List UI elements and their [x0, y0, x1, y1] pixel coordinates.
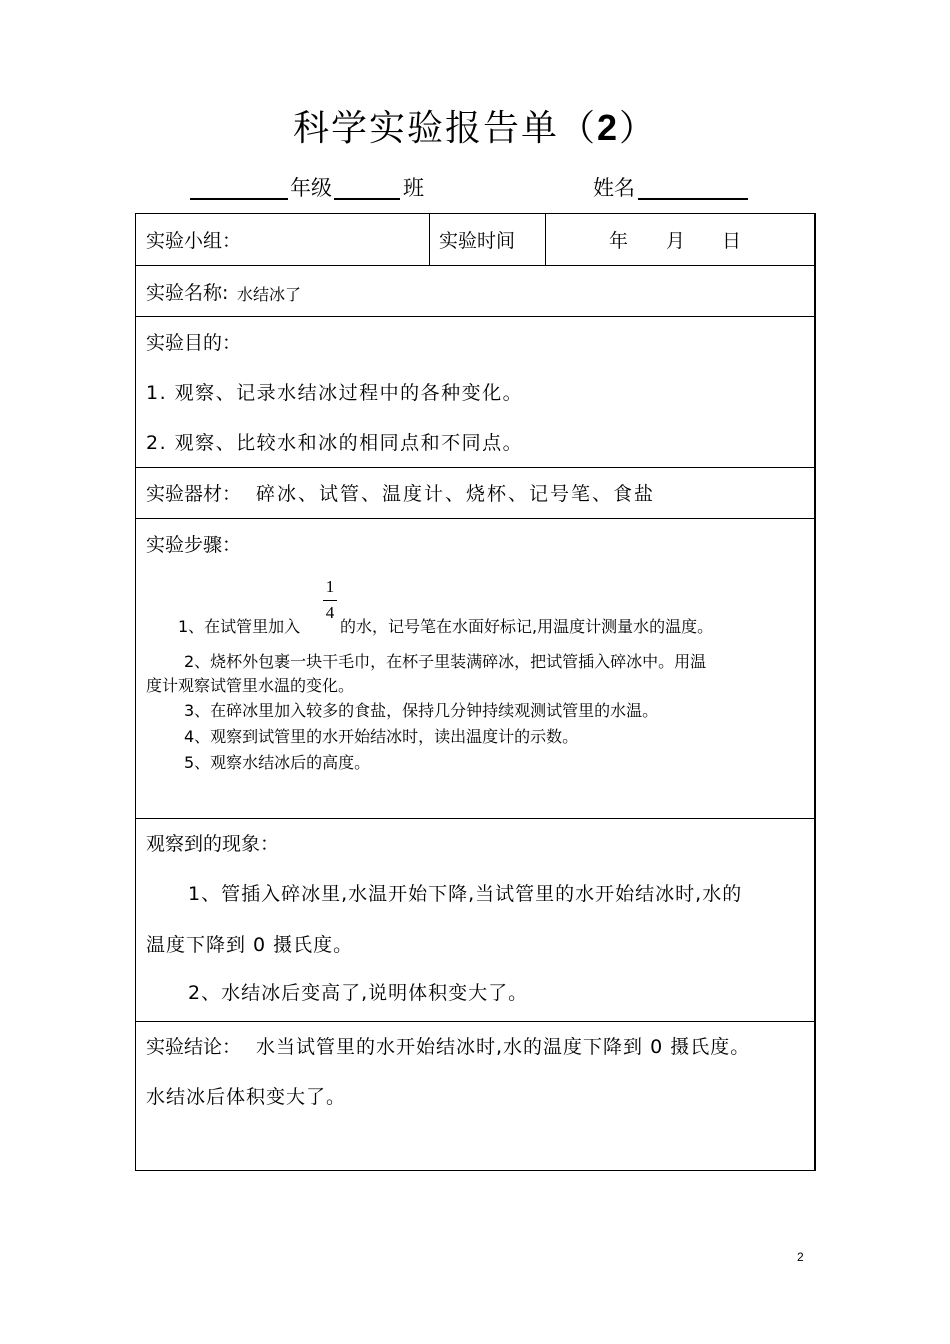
date-year-label: 年 — [609, 230, 629, 252]
experiment-name-label: 实验名称: — [146, 282, 229, 304]
materials-value: 碎冰、试管、温度计、烧杯、记号笔、食盐 — [256, 483, 656, 505]
conclusion-line-1: 水当试管里的水开始结冰时,水的温度下降到 0 摄氏度。 — [256, 1036, 751, 1058]
fraction-denominator: 4 — [325, 603, 335, 622]
group-time-row — [136, 214, 814, 266]
step-5: 5、观察水结冰后的高度。 — [184, 753, 371, 772]
observation-line-2: 温度下降到 0 摄氏度。 — [146, 934, 354, 956]
grade-blank[interactable] — [190, 172, 288, 200]
observation-row — [136, 819, 814, 1022]
class-blank[interactable] — [334, 172, 400, 200]
student-info-line — [0, 172, 950, 206]
step-4: 4、观察到试管里的水开始结冰时，读出温度计的示数。 — [184, 727, 579, 746]
date-cell[interactable] — [546, 214, 814, 265]
purpose-item: 2. 观察、比较水和冰的相同点和不同点。 — [146, 432, 524, 454]
observation-line-3: 2、水结冰后变高了,说明体积变大了。 — [188, 982, 529, 1004]
date-day-label: 日 — [722, 230, 742, 252]
time-label: 实验时间 — [439, 230, 516, 252]
step-3: 3、在碎冰里加入较多的食盐，保持几分钟持续观测试管里的水温。 — [184, 701, 659, 720]
experiment-name-row — [136, 266, 814, 317]
conclusion-line-2: 水结冰后体积变大了。 — [146, 1086, 347, 1108]
observation-label: 观察到的现象： — [146, 833, 280, 855]
step-2-line-2: 度计观察试管里水温的变化。 — [146, 676, 355, 695]
page-title: 科学实验报告单（2） — [292, 107, 658, 149]
purpose-row — [136, 317, 814, 468]
conclusion-label: 实验结论： — [146, 1036, 242, 1058]
purpose-item: 1. 观察、记录水结冰过程中的各种变化。 — [146, 382, 524, 404]
fraction-bar — [323, 600, 337, 601]
fraction-numerator: 1 — [325, 577, 335, 596]
conclusion-row — [136, 1022, 814, 1170]
materials-label: 实验器材： — [146, 483, 242, 505]
grade-label: 年级 — [290, 176, 332, 200]
steps-row — [136, 519, 814, 819]
report-table — [135, 213, 816, 1171]
step-1-post: 的水，记号笔在水面好标记,用温度计测量水的温度。 — [340, 617, 714, 636]
step-1-pre: 1、在试管里加入 — [178, 617, 301, 636]
experiment-name-value: 水结冰了 — [237, 285, 302, 304]
class-label: 班 — [403, 176, 424, 200]
steps-label: 实验步骤： — [146, 534, 242, 556]
date-month-label: 月 — [666, 230, 686, 252]
materials-row — [136, 468, 814, 519]
step-2-line-1: 2、烧杯外包裹一块干毛巾，在杯子里装满碎冰，把试管插入碎冰中。用温 — [184, 652, 707, 671]
time-label-cell — [430, 214, 546, 265]
name-blank[interactable] — [638, 172, 748, 200]
group-label: 实验小组： — [146, 230, 242, 252]
name-label: 姓名 — [593, 176, 635, 200]
observation-line-1: 1、管插入碎冰里,水温开始下降,当试管里的水开始结冰时,水的 — [188, 883, 743, 905]
purpose-label: 实验目的： — [146, 332, 242, 354]
page-number: 2 — [797, 1250, 804, 1264]
group-cell[interactable] — [136, 214, 430, 265]
